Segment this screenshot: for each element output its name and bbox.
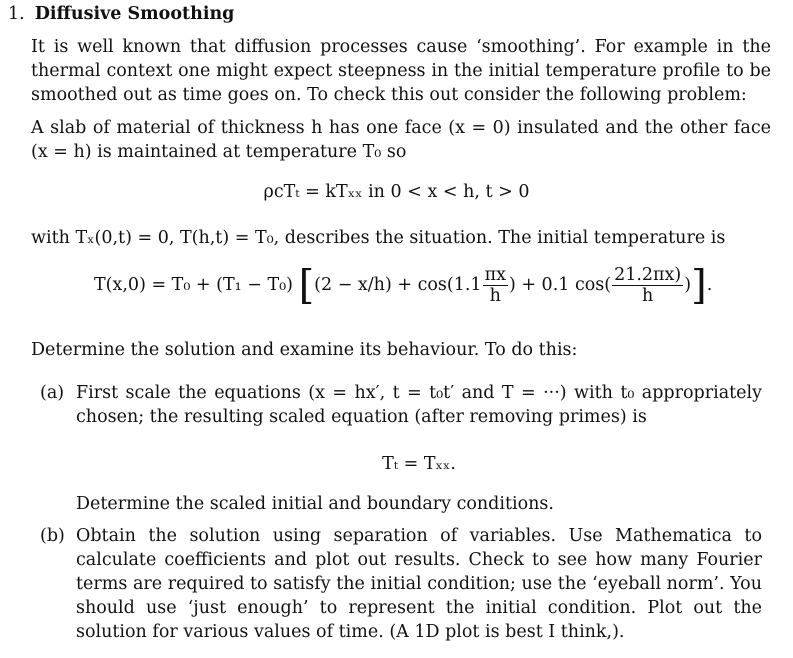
ic-end: . (706, 275, 713, 295)
fraction-pi-x-over-h (483, 265, 508, 306)
part-b-label: (b) (40, 526, 65, 546)
part-a-text: First scale the equations (x = hx′, t = t₀t′ and T = ···) with t₀ appropriately chosen; the resulting scaled equation (after removing primes) is (76, 383, 762, 427)
part-b-text: Obtain the solution using separation of variables. Use Mathematica to calculate coefficients and plot out results. Check to see how many Fourier terms are required to satisfy the initial condition; use the ‘eyeball norm’. You should use ‘just enough’ to represent the initial condition. Plot out the solution for various values of time. (A 1D plot is best I think,). (76, 526, 762, 642)
section-title: Diffusive Smoothing (34, 4, 235, 24)
part-a-label: (a) (40, 383, 65, 403)
fraction-numerator: 21.2πx) (614, 265, 682, 285)
boundary-conditions-text: with Tₓ(0,t) = 0, T(h,t) = T₀, describes the situation. The initial temperature is (31, 228, 726, 248)
fraction-numerator: πx (484, 265, 506, 285)
determine-text: Determine the solution and examine its behaviour. To do this: (31, 340, 578, 360)
ic-lhs: T(x,0) = T₀ + (T₁ − T₀) (94, 275, 293, 295)
bracket-open: [ (298, 262, 315, 309)
section-number: 1. (8, 4, 25, 24)
intro-paragraph: It is well known that diffusion processes cause ‘smoothing’. For example in the thermal context one might expect steepness in the initial temperature profile to be smoothed out as time goes on. To check this out consider the following problem: (31, 37, 771, 105)
pde-equation: ρcTₜ = kTₓₓ in 0 < x < h, t > 0 (263, 182, 530, 202)
ic-part1: (2 − x/h) + cos(1.1 (314, 275, 482, 295)
problem-paragraph: A slab of material of thickness h has one face (x = 0) insulated and the other face (x = h) is maintained at temperature T₀ so (31, 118, 771, 162)
part-a-after: Determine the scaled initial and boundary conditions. (76, 494, 554, 514)
fraction-denominator: h (642, 286, 654, 306)
initial-condition-equation (94, 262, 713, 315)
ic-part2: ) + 0.1 cos( (508, 275, 612, 295)
bracket-close: ] (691, 262, 707, 309)
ic-part3: ) (684, 275, 692, 295)
scaled-equation: Tₜ = Tₓₓ. (382, 454, 456, 474)
fraction-21-2-pi-x-over-h (612, 265, 683, 306)
section-heading (8, 2, 234, 26)
fraction-denominator: h (489, 286, 501, 306)
